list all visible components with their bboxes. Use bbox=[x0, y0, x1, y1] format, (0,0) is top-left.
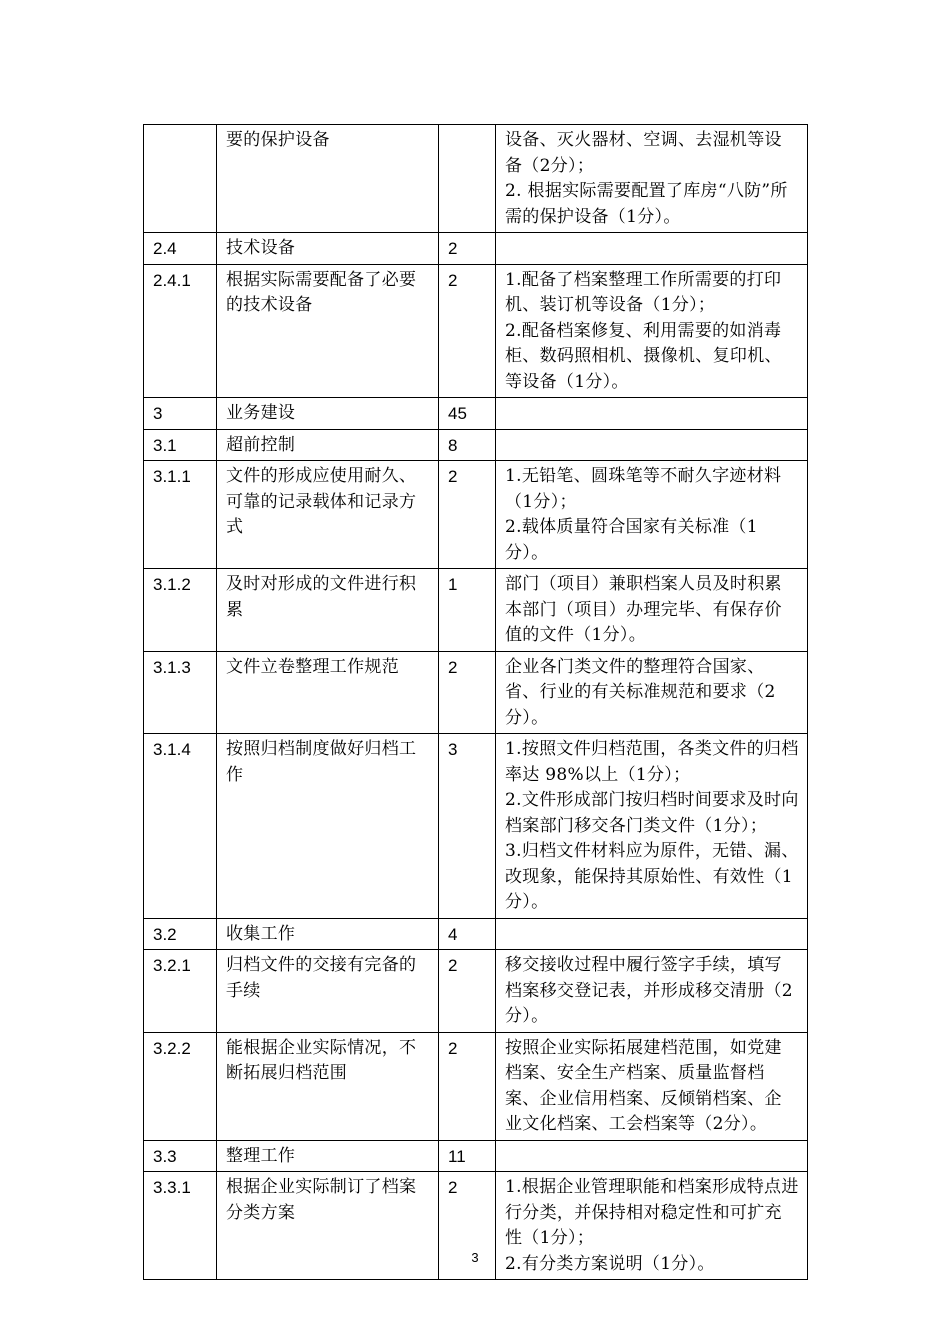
score-cell: 3 bbox=[439, 734, 496, 919]
evaluation-item-cell: 整理工作 bbox=[217, 1140, 439, 1172]
evaluation-item-cell: 收集工作 bbox=[217, 918, 439, 950]
item-number-cell: 3.1.3 bbox=[144, 651, 217, 734]
table-row bbox=[144, 264, 808, 398]
criteria-cell bbox=[496, 398, 808, 430]
table-row bbox=[144, 429, 808, 461]
evaluation-item-cell: 根据企业实际制订了档案分类方案 bbox=[217, 1172, 439, 1280]
table-body bbox=[144, 125, 808, 1280]
item-number-cell: 2.4.1 bbox=[144, 264, 217, 398]
item-number-cell: 2.4 bbox=[144, 233, 217, 265]
criteria-line: 3.归档文件材料应为原件，无错、漏、改现象，能保持其原始性、有效性（1分）。 bbox=[505, 841, 799, 912]
criteria-line: 2.载体质量符合国家有关标准（1分）。 bbox=[505, 517, 758, 563]
criteria-cell bbox=[496, 950, 808, 1033]
score-cell: 1 bbox=[439, 569, 496, 652]
item-number-cell: 3 bbox=[144, 398, 217, 430]
score-cell: 2 bbox=[439, 651, 496, 734]
evaluation-item-cell: 业务建设 bbox=[217, 398, 439, 430]
table-row bbox=[144, 734, 808, 919]
evaluation-item-cell: 归档文件的交接有完备的手续 bbox=[217, 950, 439, 1033]
criteria-cell bbox=[496, 1140, 808, 1172]
criteria-line: 1.无铅笔、圆珠笔等不耐久字迹材料（1分）； bbox=[505, 466, 782, 512]
score-cell: 8 bbox=[439, 429, 496, 461]
table-row bbox=[144, 233, 808, 265]
criteria-line: 部门（项目）兼职档案人员及时积累本部门（项目）办理完毕、有保存价值的文件（1分）。 bbox=[505, 574, 782, 645]
evaluation-table bbox=[143, 124, 808, 1280]
criteria-cell bbox=[496, 233, 808, 265]
criteria-line: 2.配备档案修复、利用需要的如消毒柜、数码照相机、摄像机、复印机、等设备（1分）。 bbox=[505, 320, 782, 392]
score-cell: 2 bbox=[439, 1032, 496, 1140]
criteria-cell bbox=[496, 651, 808, 734]
criteria-line: 2. 根据实际需要配置了库房“八防”所需的保护设备（1分）。 bbox=[505, 181, 788, 227]
item-number-cell: 3.3 bbox=[144, 1140, 217, 1172]
criteria-cell bbox=[496, 918, 808, 950]
score-cell: 45 bbox=[439, 398, 496, 430]
score-cell: 2 bbox=[439, 233, 496, 265]
criteria-cell bbox=[496, 734, 808, 919]
item-number-cell: 3.1 bbox=[144, 429, 217, 461]
item-number-cell bbox=[144, 125, 217, 233]
table-row bbox=[144, 125, 808, 233]
evaluation-item-cell: 技术设备 bbox=[217, 233, 439, 265]
criteria-line: 1.根据企业管理职能和档案形成特点进行分类，并保持相对稳定性和可扩充性（1分）； bbox=[505, 1177, 799, 1248]
evaluation-item-cell: 文件立卷整理工作规范 bbox=[217, 651, 439, 734]
criteria-cell bbox=[496, 125, 808, 233]
criteria-cell bbox=[496, 461, 808, 569]
score-cell: 11 bbox=[439, 1140, 496, 1172]
score-cell bbox=[439, 125, 496, 233]
criteria-line: 按照企业实际拓展建档范围，如党建档案、安全生产档案、质量监督档案、企业信用档案、反倾销档案、企业文化档案、工会档案等（2分）。 bbox=[505, 1037, 782, 1134]
score-cell: 4 bbox=[439, 918, 496, 950]
item-number-cell: 3.2.1 bbox=[144, 950, 217, 1033]
criteria-line: 1.配备了档案整理工作所需要的打印机、装订机等设备（1分）； bbox=[505, 269, 782, 315]
criteria-line: 移交接收过程中履行签字手续，填写档案移交登记表，并形成移交清册（2分）。 bbox=[505, 955, 793, 1026]
item-number-cell: 3.3.1 bbox=[144, 1172, 217, 1280]
evaluation-item-cell: 超前控制 bbox=[217, 429, 439, 461]
evaluation-item-cell: 文件的形成应使用耐久、可靠的记录载体和记录方式 bbox=[217, 461, 439, 569]
table-row bbox=[144, 398, 808, 430]
evaluation-item-cell: 及时对形成的文件进行积累 bbox=[217, 569, 439, 652]
page-number: 3 bbox=[471, 1250, 479, 1265]
table-row bbox=[144, 918, 808, 950]
criteria-cell bbox=[496, 569, 808, 652]
item-number-cell: 3.1.1 bbox=[144, 461, 217, 569]
table-row bbox=[144, 569, 808, 652]
score-cell: 2 bbox=[439, 461, 496, 569]
item-number-cell: 3.1.2 bbox=[144, 569, 217, 652]
criteria-line: 2.文件形成部门按归档时间要求及时向档案部门移交各门类文件（1分）； bbox=[505, 790, 799, 836]
criteria-line: 1.按照文件归档范围，各类文件的归档率达 98%以上（1分）； bbox=[505, 739, 799, 785]
evaluation-item-cell: 按照归档制度做好归档工作 bbox=[217, 734, 439, 919]
item-number-cell: 3.1.4 bbox=[144, 734, 217, 919]
evaluation-item-cell: 根据实际需要配备了必要的技术设备 bbox=[217, 264, 439, 398]
table-row bbox=[144, 1140, 808, 1172]
table-row bbox=[144, 950, 808, 1033]
evaluation-item-cell: 能根据企业实际情况，不断拓展归档范围 bbox=[217, 1032, 439, 1140]
item-number-cell: 3.2.2 bbox=[144, 1032, 217, 1140]
criteria-cell bbox=[496, 1032, 808, 1140]
table-row bbox=[144, 461, 808, 569]
criteria-line: 2.有分类方案说明（1分）。 bbox=[505, 1253, 715, 1274]
criteria-line: 企业各门类文件的整理符合国家、省、行业的有关标准规范和要求（2分）。 bbox=[505, 656, 776, 728]
score-cell: 2 bbox=[439, 1172, 496, 1280]
table-row bbox=[144, 651, 808, 734]
score-cell: 2 bbox=[439, 950, 496, 1033]
criteria-cell bbox=[496, 264, 808, 398]
evaluation-item-cell: 要的保护设备 bbox=[217, 125, 439, 233]
criteria-cell bbox=[496, 429, 808, 461]
score-cell: 2 bbox=[439, 264, 496, 398]
item-number-cell: 3.2 bbox=[144, 918, 217, 950]
criteria-line: 设备、灭火器材、空调、去湿机等设备（2分）； bbox=[505, 130, 782, 176]
table-row bbox=[144, 1032, 808, 1140]
